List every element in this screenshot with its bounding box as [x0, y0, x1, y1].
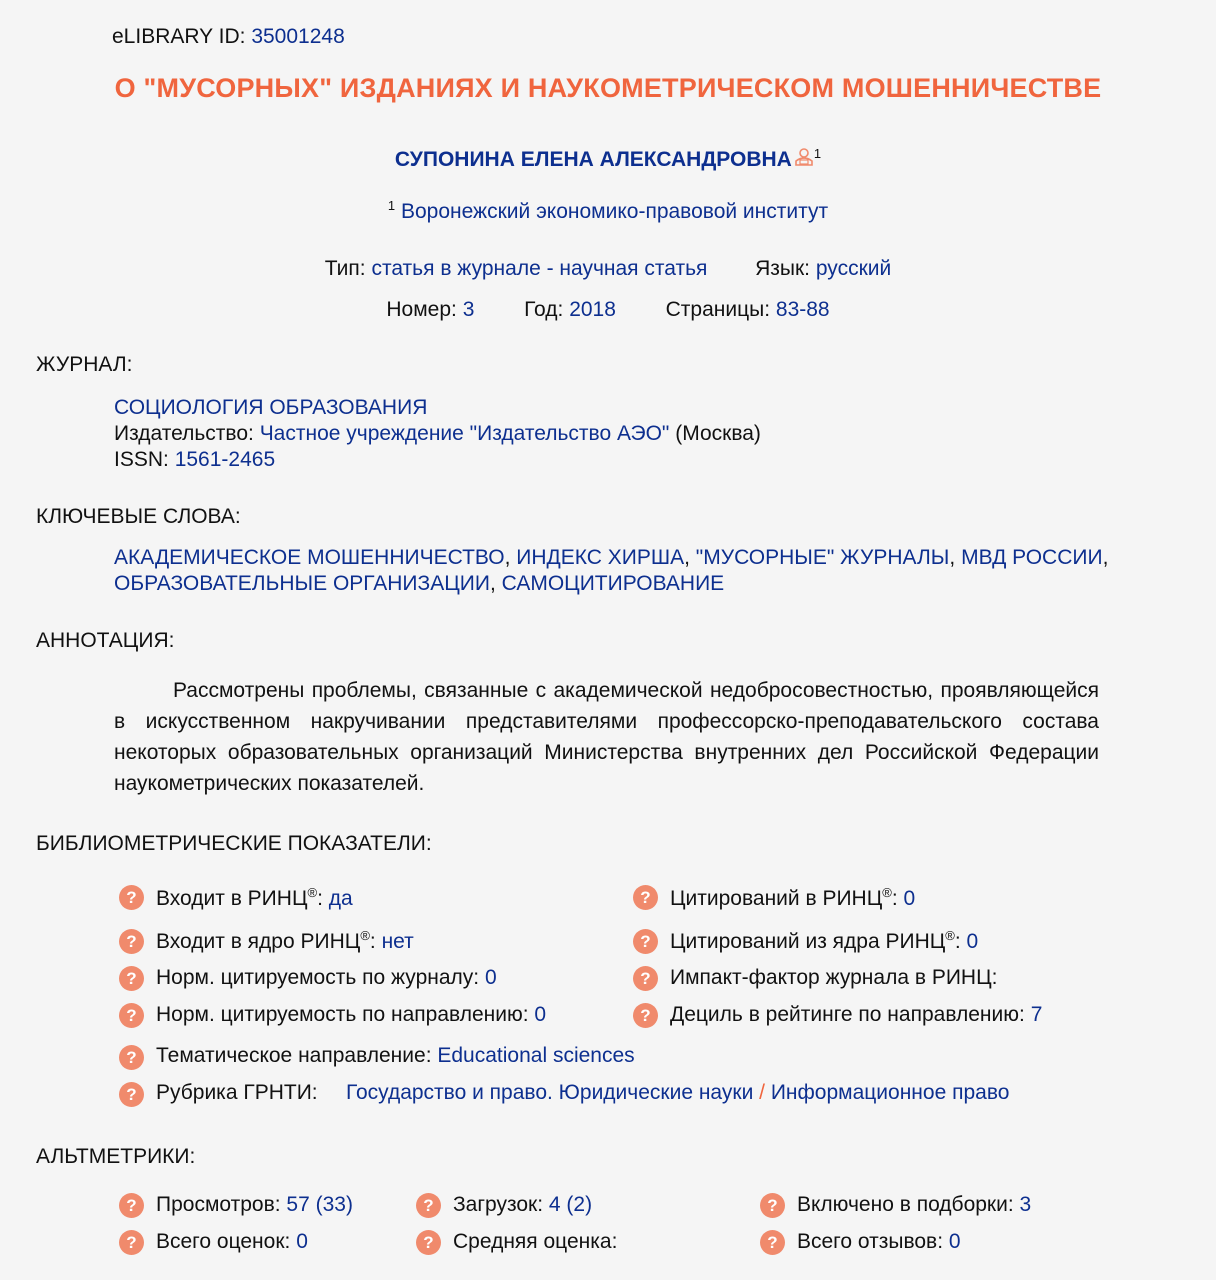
- citations-core-value[interactable]: 0: [966, 930, 979, 953]
- rinc-row: Входит в РИНЦ®: да: [156, 885, 353, 910]
- decile-row: [670, 1003, 1042, 1027]
- publisher-row: [114, 422, 761, 446]
- keyword-link[interactable]: ИНДЕКС ХИРША: [516, 546, 685, 569]
- help-icon[interactable]: ?: [416, 1193, 441, 1218]
- norm-direction-value: 0: [534, 1003, 547, 1026]
- help-icon[interactable]: ?: [119, 966, 144, 991]
- elibrary-id-label: eLIBRARY ID:: [112, 25, 246, 48]
- decile-label: Дециль в рейтинге по направлению:: [670, 1003, 1025, 1026]
- registered-mark: ®: [360, 928, 370, 943]
- collections-row: [797, 1193, 1031, 1217]
- registered-mark: ®: [945, 928, 955, 943]
- journal-name-link[interactable]: СОЦИОЛОГИЯ ОБРАЗОВАНИЯ: [114, 396, 428, 419]
- help-icon[interactable]: ?: [119, 1045, 144, 1070]
- grnti-row: [156, 1081, 318, 1105]
- journal-name-row: [114, 396, 427, 420]
- ratings-value: 0: [296, 1230, 308, 1253]
- help-icon[interactable]: ?: [119, 1230, 144, 1255]
- reviews-label: Всего отзывов:: [797, 1230, 944, 1253]
- elibrary-id-link[interactable]: 35001248: [251, 25, 345, 48]
- keywords-line-1: [114, 546, 1108, 570]
- author-affiliation-sup: 1: [813, 146, 822, 161]
- norm-journal-value: 0: [484, 966, 497, 989]
- downloads-value: 4 (2): [548, 1193, 593, 1216]
- reviews-value: 0: [948, 1230, 961, 1253]
- norm-journal-row: [156, 966, 497, 990]
- author: [0, 146, 1216, 173]
- keywords-line-2: [114, 572, 724, 596]
- affiliation-sup: 1: [387, 198, 396, 213]
- norm-journal-label: Норм. цитируемость по журналу:: [156, 966, 480, 989]
- norm-direction-row: [156, 1003, 546, 1027]
- grnti-separator: /: [759, 1081, 765, 1104]
- help-icon[interactable]: ?: [119, 1003, 144, 1028]
- impact-label: Импакт-фактор журнала в РИНЦ:: [670, 966, 998, 989]
- rinc-core-label: Входит в ядро РИНЦ: [156, 930, 361, 953]
- keyword-link[interactable]: ОБРАЗОВАТЕЛЬНЫЕ ОРГАНИЗАЦИИ: [114, 572, 490, 595]
- rinc-core-row: Входит в ядро РИНЦ®: нет: [156, 928, 414, 953]
- issn-row: [114, 448, 275, 472]
- citations-core-row: Цитирований из ядра РИНЦ®: 0: [670, 928, 979, 953]
- person-icon[interactable]: [794, 147, 814, 173]
- issn-link[interactable]: 1561-2465: [174, 448, 276, 471]
- average-rating-label: Средняя оценка:: [453, 1230, 618, 1253]
- altmetrics-heading: АЛЬТМЕТРИКИ:: [36, 1145, 196, 1168]
- help-icon[interactable]: ?: [633, 1003, 658, 1028]
- collections-label: Включено в подборки:: [797, 1193, 1014, 1216]
- meta-type-row: [0, 257, 1216, 281]
- views-label: Просмотров:: [156, 1193, 281, 1216]
- rinc-core-value[interactable]: нет: [381, 930, 414, 953]
- keyword-separator: ,: [949, 546, 956, 569]
- publisher-link[interactable]: Частное учреждение "Издательство АЭО": [259, 422, 670, 445]
- decile-value: 7: [1030, 1003, 1043, 1026]
- pages-value: 83-88: [775, 298, 830, 321]
- collections-value[interactable]: 3: [1019, 1193, 1032, 1216]
- topic-label: Тематическое направление:: [156, 1044, 432, 1067]
- keyword-link[interactable]: САМОЦИТИРОВАНИЕ: [501, 572, 725, 595]
- citations-value[interactable]: 0: [903, 887, 916, 910]
- reviews-row: [797, 1230, 961, 1254]
- citations-label: Цитирований в РИНЦ: [670, 887, 883, 910]
- topic-row: [156, 1044, 635, 1068]
- citations-row: Цитирований в РИНЦ®: 0: [670, 885, 916, 910]
- type-value: статья в журнале - научная статья: [371, 257, 708, 280]
- views-value: 57 (33): [286, 1193, 353, 1216]
- registered-mark: ®: [307, 885, 318, 900]
- year-label: Год:: [524, 298, 564, 321]
- help-icon[interactable]: ?: [760, 1193, 785, 1218]
- help-icon[interactable]: ?: [119, 1082, 144, 1107]
- elibrary-id: [112, 25, 345, 49]
- keyword-link[interactable]: "МУСОРНЫЕ" ЖУРНАЛЫ: [695, 546, 950, 569]
- average-rating-row: [453, 1230, 617, 1254]
- abstract-text: Рассмотрены проблемы, связанные с академической недобросовестностью, проявляющейся в искусственном накручивании представителями профессорско-преподавательского состава некоторых образовательных организаций Министерства внутренних дел Российской Федерации наукометрических показателей.: [114, 679, 1099, 795]
- keyword-separator: ,: [684, 546, 690, 569]
- help-icon[interactable]: ?: [633, 966, 658, 991]
- help-icon[interactable]: ?: [633, 885, 658, 910]
- citations-core-label: Цитирований из ядра РИНЦ: [670, 930, 946, 953]
- affiliation-link[interactable]: Воронежский экономико-правовой институт: [400, 200, 829, 223]
- pages-label: Страницы:: [665, 298, 771, 321]
- downloads-label: Загрузок:: [453, 1193, 544, 1216]
- meta-issue-row: [0, 298, 1216, 322]
- registered-mark: ®: [882, 885, 892, 900]
- grnti-values: [346, 1081, 1009, 1105]
- rinc-label: Входит в РИНЦ: [156, 887, 308, 910]
- help-icon[interactable]: ?: [416, 1230, 441, 1255]
- keywords-heading: КЛЮЧЕВЫЕ СЛОВА:: [36, 505, 241, 528]
- journal-heading: ЖУРНАЛ:: [36, 353, 133, 376]
- number-label: Номер:: [386, 298, 457, 321]
- topic-link[interactable]: Educational sciences: [437, 1044, 635, 1067]
- keyword-link[interactable]: МВД РОССИИ: [961, 546, 1103, 569]
- affiliation: [0, 198, 1216, 224]
- author-link[interactable]: СУПОНИНА ЕЛЕНА АЛЕКСАНДРОВНА: [394, 148, 792, 171]
- language-label: Язык:: [755, 257, 811, 280]
- abstract-heading: АННОТАЦИЯ:: [36, 629, 175, 652]
- help-icon[interactable]: ?: [119, 885, 144, 910]
- publisher-label: Издательство:: [114, 422, 254, 445]
- rinc-value[interactable]: да: [328, 887, 353, 910]
- norm-direction-label: Норм. цитируемость по направлению:: [156, 1003, 529, 1026]
- number-link[interactable]: 3: [462, 298, 475, 321]
- ratings-label: Всего оценок:: [156, 1230, 291, 1253]
- article-title: О "МУСОРНЫХ" ИЗДАНИЯХ И НАУКОМЕТРИЧЕСКОМ МОШЕННИЧЕСТВЕ: [114, 73, 1102, 103]
- year-value: 2018: [569, 298, 616, 321]
- bibliometrics-heading: БИБЛИОМЕТРИЧЕСКИЕ ПОКАЗАТЕЛИ:: [36, 832, 432, 855]
- help-icon[interactable]: ?: [760, 1230, 785, 1255]
- views-row: [156, 1193, 353, 1217]
- keyword-link[interactable]: АКАДЕМИЧЕСКОЕ МОШЕННИЧЕСТВО: [114, 546, 505, 569]
- language-value: русский: [815, 257, 892, 280]
- publisher-city: (Москва): [675, 422, 761, 445]
- grnti-label: Рубрика ГРНТИ:: [156, 1081, 318, 1104]
- keyword-separator: ,: [1102, 546, 1109, 569]
- help-icon[interactable]: ?: [119, 1193, 144, 1218]
- grnti-link-1[interactable]: Государство и право. Юридические науки: [346, 1081, 754, 1104]
- help-icon[interactable]: ?: [119, 929, 144, 954]
- ratings-row: [156, 1230, 308, 1254]
- keyword-separator: ,: [489, 572, 496, 595]
- grnti-link-2[interactable]: Информационное право: [770, 1081, 1010, 1104]
- type-label: Тип:: [324, 257, 366, 280]
- downloads-row: [453, 1193, 592, 1217]
- keyword-separator: ,: [504, 546, 511, 569]
- issn-label: ISSN:: [114, 448, 169, 471]
- impact-row: [670, 966, 997, 990]
- help-icon[interactable]: ?: [633, 929, 658, 954]
